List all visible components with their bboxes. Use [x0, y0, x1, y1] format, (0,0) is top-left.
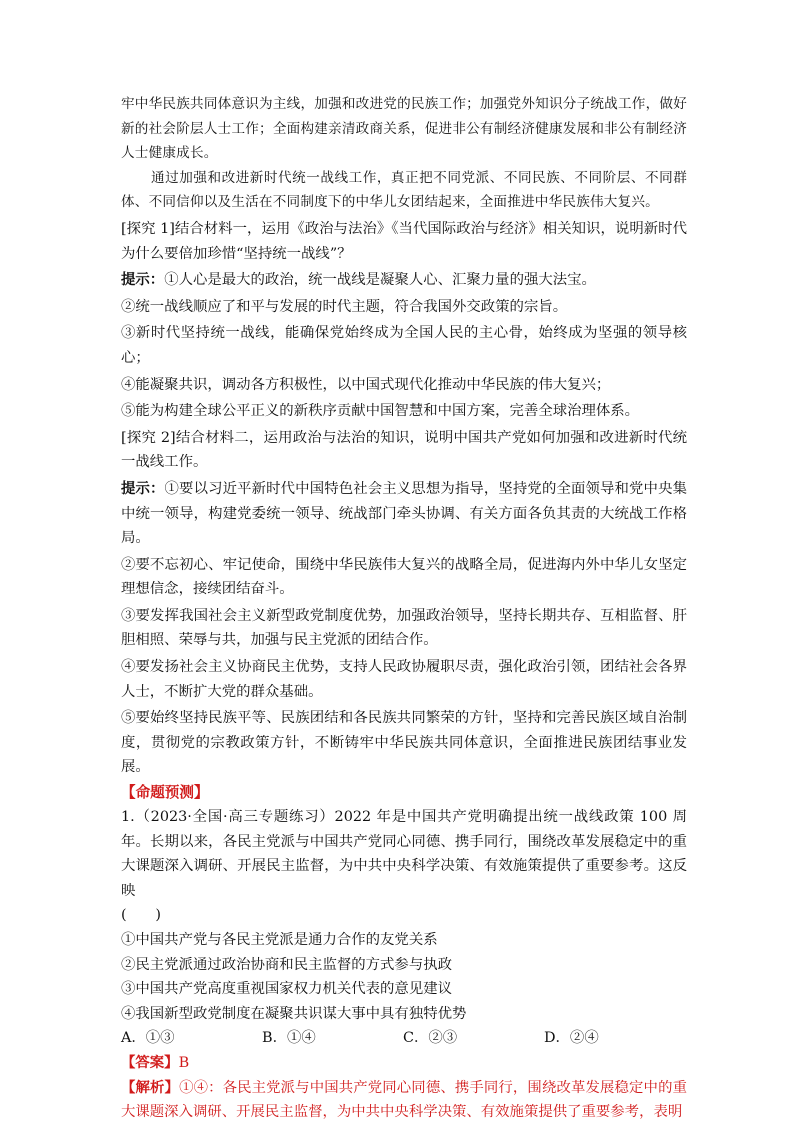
explore-1-label: [探究 1]	[121, 220, 175, 237]
explore-1-hint-label: 提示：	[121, 271, 165, 289]
question-blank: ( )	[121, 907, 162, 924]
explore-1-hint-2: ②统一战线顺应了和平与发展的时代主题，符合我国外交政策的宗旨。	[121, 298, 568, 315]
statement-1: ①中国共产党与各民主党派是通力合作的友党关系	[121, 932, 438, 948]
option-d[interactable]: D．②④	[544, 1030, 599, 1047]
explore-2-hint-5: ⑤要始终坚持民族平等、民族团结和各民族共同繁荣的方针，坚持和完善民族区域自治制度，贯彻党的宗教政策方针，不断铸牢中华民族共同体意识，全面推进民族团结事业发展。	[121, 710, 687, 776]
explore-2-hint-label: 提示：	[121, 479, 165, 497]
explore-1-hint-5: ⑤能为构建全球公平正义的新秩序贡献中国智慧和中国方案，完善全球治理体系。	[121, 403, 640, 420]
explore-2-hint-1: 提示：①要以习近平新时代中国特色社会主义思想为指导，坚持党的全面领导和党中央集中统一领导，构建党委统一领导、统战部门牵头协调、有关方面各负其责的大统战工作格局。	[121, 479, 687, 547]
option-a[interactable]: A．①③	[121, 1030, 175, 1047]
prediction-header: 【命题预测】	[121, 784, 209, 802]
question-text: （2023·全国·高三专题练习）2022 年是中国共产党明确提出统一战线政策 100 周年。长期以来，各民主党派与中国共产党同心同德、携手同行，围绕改革发展稳定中的重大课题深入调研、开展民主监督，为中共中央科学决策、有效施策提供了重要参考。这反映	[121, 809, 687, 899]
document-page	[121, 92, 687, 1125]
question-1	[121, 805, 687, 903]
material-paragraph-1: 牢中华民族共同体意识为主线，加强和改进党的民族工作；加强党外知识分子统战工作，做好新的社会阶层人士工作；全面构建亲清政商关系，促进非公有制经济健康发展和非公有制经济人士健康成长。	[121, 96, 687, 162]
analysis-paragraph	[121, 1076, 687, 1125]
answer-value: B	[178, 1054, 190, 1071]
explore-1-question-text: 结合材料一，运用《政治与法治》《当代国际政治与经济》相关知识，说明新时代为什么要倍加珍惜“坚持统一战线”？	[121, 220, 687, 262]
answer-line	[121, 1051, 687, 1076]
analysis-label: 【解析】	[121, 1078, 180, 1096]
answer-options	[121, 1026, 687, 1051]
explore-1-hint-4: ④能凝聚共识，调动各方积极性，以中国式现代化推动中华民族的伟大复兴；	[121, 376, 611, 393]
explore-2-hint-2: ②要不忘初心、牢记使命，围绕中华民族伟大复兴的战略全局，促进海内外中华儿女坚定理想信念，接续团结奋斗。	[121, 556, 687, 598]
explore-2-question	[121, 426, 687, 475]
explore-2-label: [探究 2]	[121, 429, 176, 446]
explore-1-hint-1: 提示：①人心是最大的政治，统一战线是凝聚人心、汇聚力量的强大法宝。	[121, 271, 596, 289]
analysis-text: ①④：各民主党派与中国共产党同心同德、携手同行，围绕改革发展稳定中的重大课题深入调研、开展民主监督，为中共中央科学决策、有效施策提供了重要参考，表明	[121, 1079, 687, 1121]
statement-2: ②民主党派通过政治协商和民主监督的方式参与执政	[121, 956, 452, 973]
option-c[interactable]: C．②③	[403, 1030, 458, 1047]
statement-4: ④我国新型政党制度在凝聚共识谋大事中具有独特优势	[121, 1005, 467, 1022]
explore-2-hint-4: ④要发扬社会主义协商民主优势，支持人民政协履职尽责，强化政治引领，团结社会各界人士，不断扩大党的群众基础。	[121, 659, 687, 700]
explore-1-hint-3: ③新时代坚持统一战线，能确保党始终成为全国人民的主心骨，始终成为坚强的领导核心；	[121, 325, 687, 366]
material-paragraph-2: 通过加强和改进新时代统一战线工作，真正把不同党派、不同民族、不同阶层、不同群体、不同信仰以及生活在不同制度下的中华儿女团结起来，全面推进中华民族伟大复兴。	[121, 169, 687, 211]
explore-1-question	[121, 217, 687, 266]
option-b[interactable]: B．①④	[262, 1030, 316, 1047]
explore-2-question-text: 结合材料二，运用政治与法治的知识，说明中国共产党如何加强和改进新时代统一战线工作。	[121, 429, 687, 471]
statement-3: ③中国共产党高度重视国家权力机关代表的意见建议	[121, 981, 452, 998]
explore-2-hint-3: ③要发挥我国社会主义新型政党制度优势，加强政治领导，坚持长期共存、互相监督、肝胆相照、荣辱与共，加强与民主党派的团结合作。	[121, 607, 687, 649]
answer-label: 【答案】	[121, 1053, 179, 1071]
question-number: 1.	[121, 809, 135, 826]
